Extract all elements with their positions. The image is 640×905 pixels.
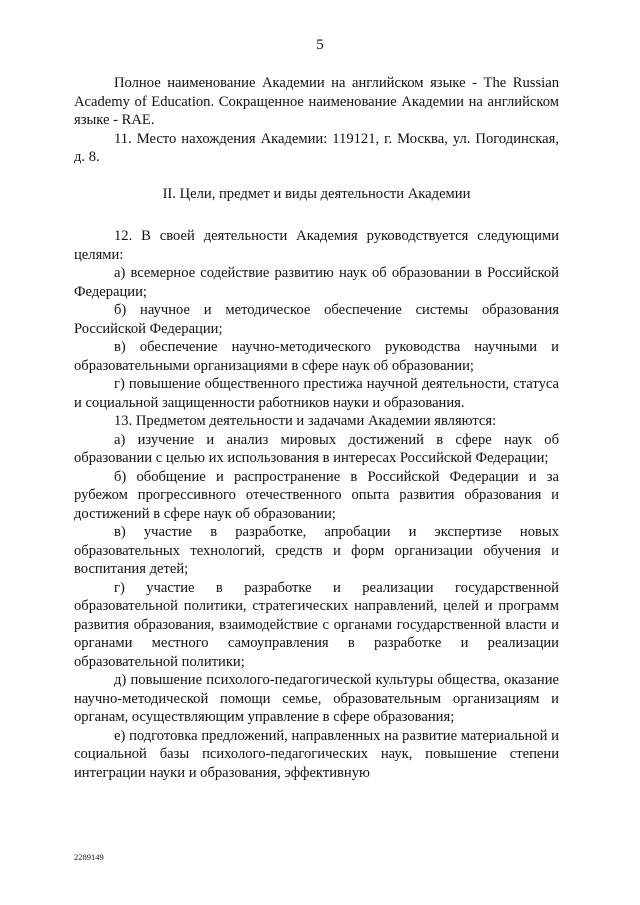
- paragraph-english-name: Полное наименование Академии на английском языке - The Russian Academy of Education. Сокращенное наименование Академии на английском языке - RAE.: [74, 75, 559, 128]
- paragraph-13-e: д) повышение психолого-педагогической культуры общества, оказание научно-методической помощи семье, образовательным организациям и органам, осуществляющим управление в сфере образования;: [74, 672, 559, 725]
- section-heading: II. Цели, предмет и виды деятельности Академии: [162, 186, 471, 202]
- paragraph-13-f: е) подготовка предложений, направленных на развитие материальной и социальной базы психолого-педагогических наук, повышение степени интеграции науки и образования, эффективную: [74, 727, 559, 781]
- page-number: 5: [316, 37, 324, 53]
- paragraph-12-b: б) научное и методическое обеспечение системы образования Российской Федерации;: [74, 302, 559, 337]
- paragraph-12-d: г) повышение общественного престижа научной деятельности, статуса и социальной защищенности работников науки и образования.: [74, 376, 559, 411]
- intro-block: [74, 74, 559, 167]
- paragraph-12-a: а) всемерное содействие развитию наук об образовании в Российской Федерации;: [74, 265, 559, 300]
- document-code: 2289149: [74, 852, 104, 862]
- body-block: [74, 227, 559, 782]
- paragraph-location: 11. Место нахождения Академии: 119121, г. Москва, ул. Погодинская, д. 8.: [74, 130, 559, 165]
- paragraph-13-b: б) обобщение и распространение в Российской Федерации и за рубежом прогрессивного отечественного опыта развития образования и достижений в сфере наук об образовании;: [74, 468, 559, 522]
- paragraph-12-c: в) обеспечение научно-методического руководства научными и образовательными организациями в сфере наук об образовании;: [74, 339, 559, 374]
- paragraph-13-d: г) участие в разработке и реализации государственной образовательной политики, стратегических направлений, целей и программ развития образования, взаимодействие с органами государственной власти и органами местного самоуправления в разработке и реализации образовательной политики;: [74, 579, 559, 670]
- paragraph-13-c: в) участие в разработке, апробации и экспертизе новых образовательных технологий, средств и форм организации обучения и воспитания детей;: [74, 524, 559, 577]
- paragraph-13-a: а) изучение и анализ мировых достижений в сфере наук об образовании с целью их использования в интересах Российской Федерации;: [74, 431, 559, 466]
- paragraph-13-intro: 13. Предметом деятельности и задачами Академии являются:: [114, 413, 497, 429]
- paragraph-12-intro: 12. В своей деятельности Академия руководствуется следующими целями:: [74, 228, 559, 263]
